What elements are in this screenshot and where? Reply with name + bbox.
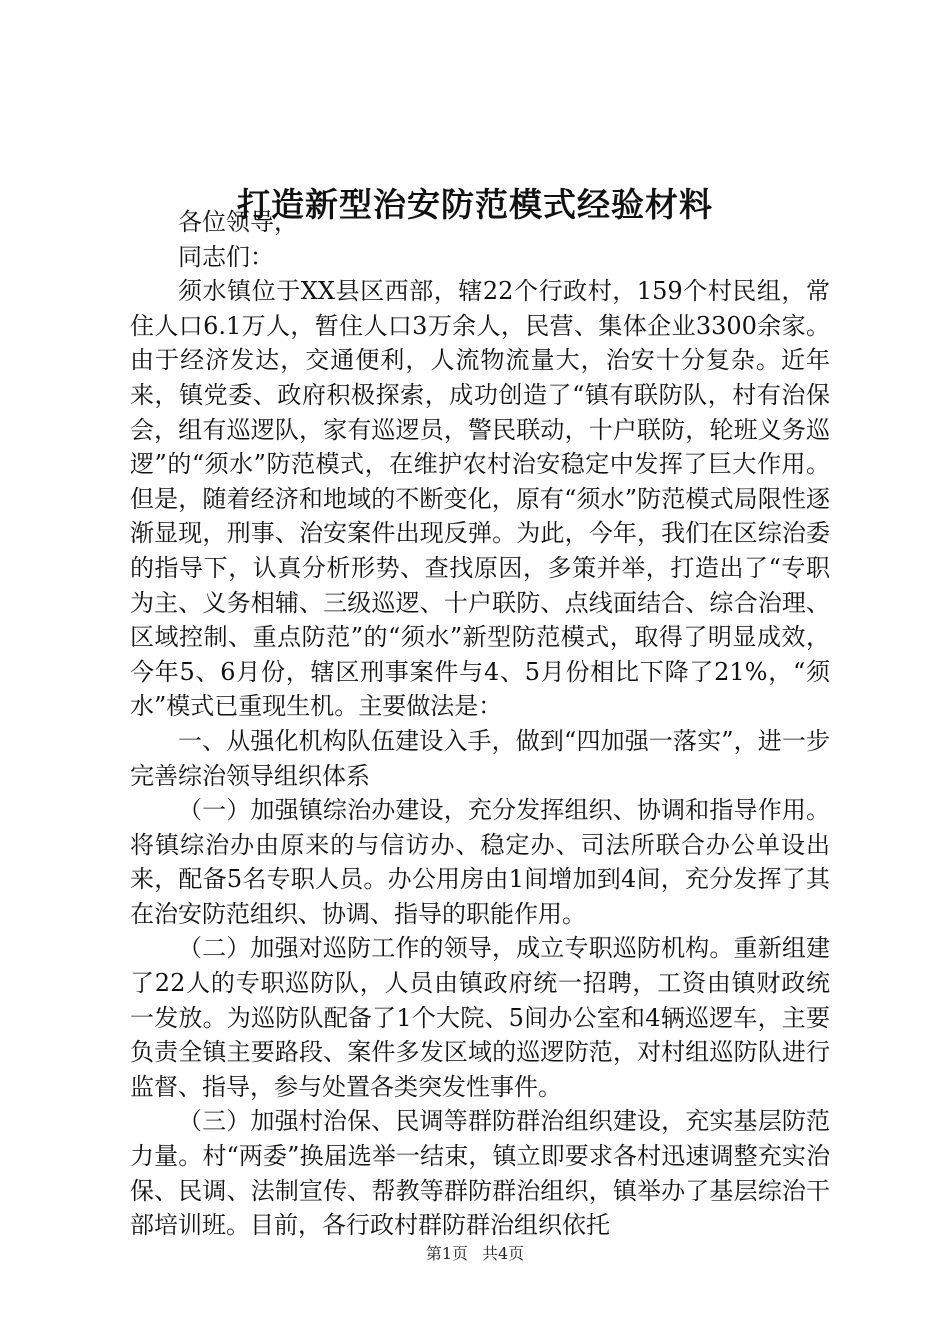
page-number: 第1页 <box>425 1244 468 1263</box>
salutation-leaders: 各位领导， <box>178 208 298 236</box>
document-body <box>130 205 830 1243</box>
document-title: 打造新型治安防范模式经验材料 <box>237 185 713 224</box>
paragraph-item-1: （一）加强镇综治办建设，充分发挥组织、协调和指导作用。将镇综治办由原来的与信访办、稳定办、司法所联合办公单设出来，配备5名专职人员。办公用房由1间增加到4间，充分发挥了其在治安防范组织、协调、指导的职能作用。 <box>130 796 830 928</box>
paragraph-item-2: （二）加强对巡防工作的领导，成立专职巡防机构。重新组建了22人的专职巡防队，人员由镇政府统一招聘，工资由镇财政统一发放。为巡防队配备了1个大院、5间办公室和4辆巡逻车，主要负责全镇主要路段、案件多发区域的巡逻防范，对村组巡防队进行监督、指导，参与处置各类突发性事件。 <box>130 934 830 1101</box>
salutation-comrades: 同志们： <box>178 242 274 271</box>
page-total: 共4页 <box>482 1244 525 1263</box>
section-heading-1: 一、从强化机构队伍建设入手，做到“四加强一落实”，进一步完善综治领导组织体系 <box>130 726 830 790</box>
page-footer <box>0 1243 950 1265</box>
paragraph-item-3: （三）加强村治保、民调等群防群治组织建设，充实基层防范力量。村“两委”换届选举一结束，镇立即要求各村迅速调整充实治保、民调、法制宣传、帮教等群防群治组织，镇举办了基层综治干部培训班。目前，各行政村群防群治组织依托 <box>130 1107 830 1240</box>
paragraph-intro: 须水镇位于XX县区西部，辖22个行政村，159个村民组，常住人口6.1万人，暂住人口3万余人，民营、集体企业3300余家。由于经济发达，交通便利，人流物流量大，治安十分复杂。近年来，镇党委、政府积极探索，成功创造了“镇有联防队，村有治保会，组有巡逻队，家有巡逻员，警民联动，十户联防，轮班义务巡逻”的“须水”防范模式，在维护农村治安稳定中发挥了巨大作用。但是，随着经济和地域的不断变化，原有“须水”防范模式局限性逐渐显现，刑事、治安案件出现反弹。为此，今年，我们在区综治委的指导下，认真分析形势、查找原因，多策并举，打造出了“专职为主、义务相辅、三级巡逻、十户联防、点线面结合、综合治理、区域控制、重点防范”的“须水”新型防范模式，取得了明显成效，今年5、6月份，辖区刑事案件与4、5月份相比下降了21%，“须水”模式已重现生机。主要做法是： <box>130 277 830 721</box>
